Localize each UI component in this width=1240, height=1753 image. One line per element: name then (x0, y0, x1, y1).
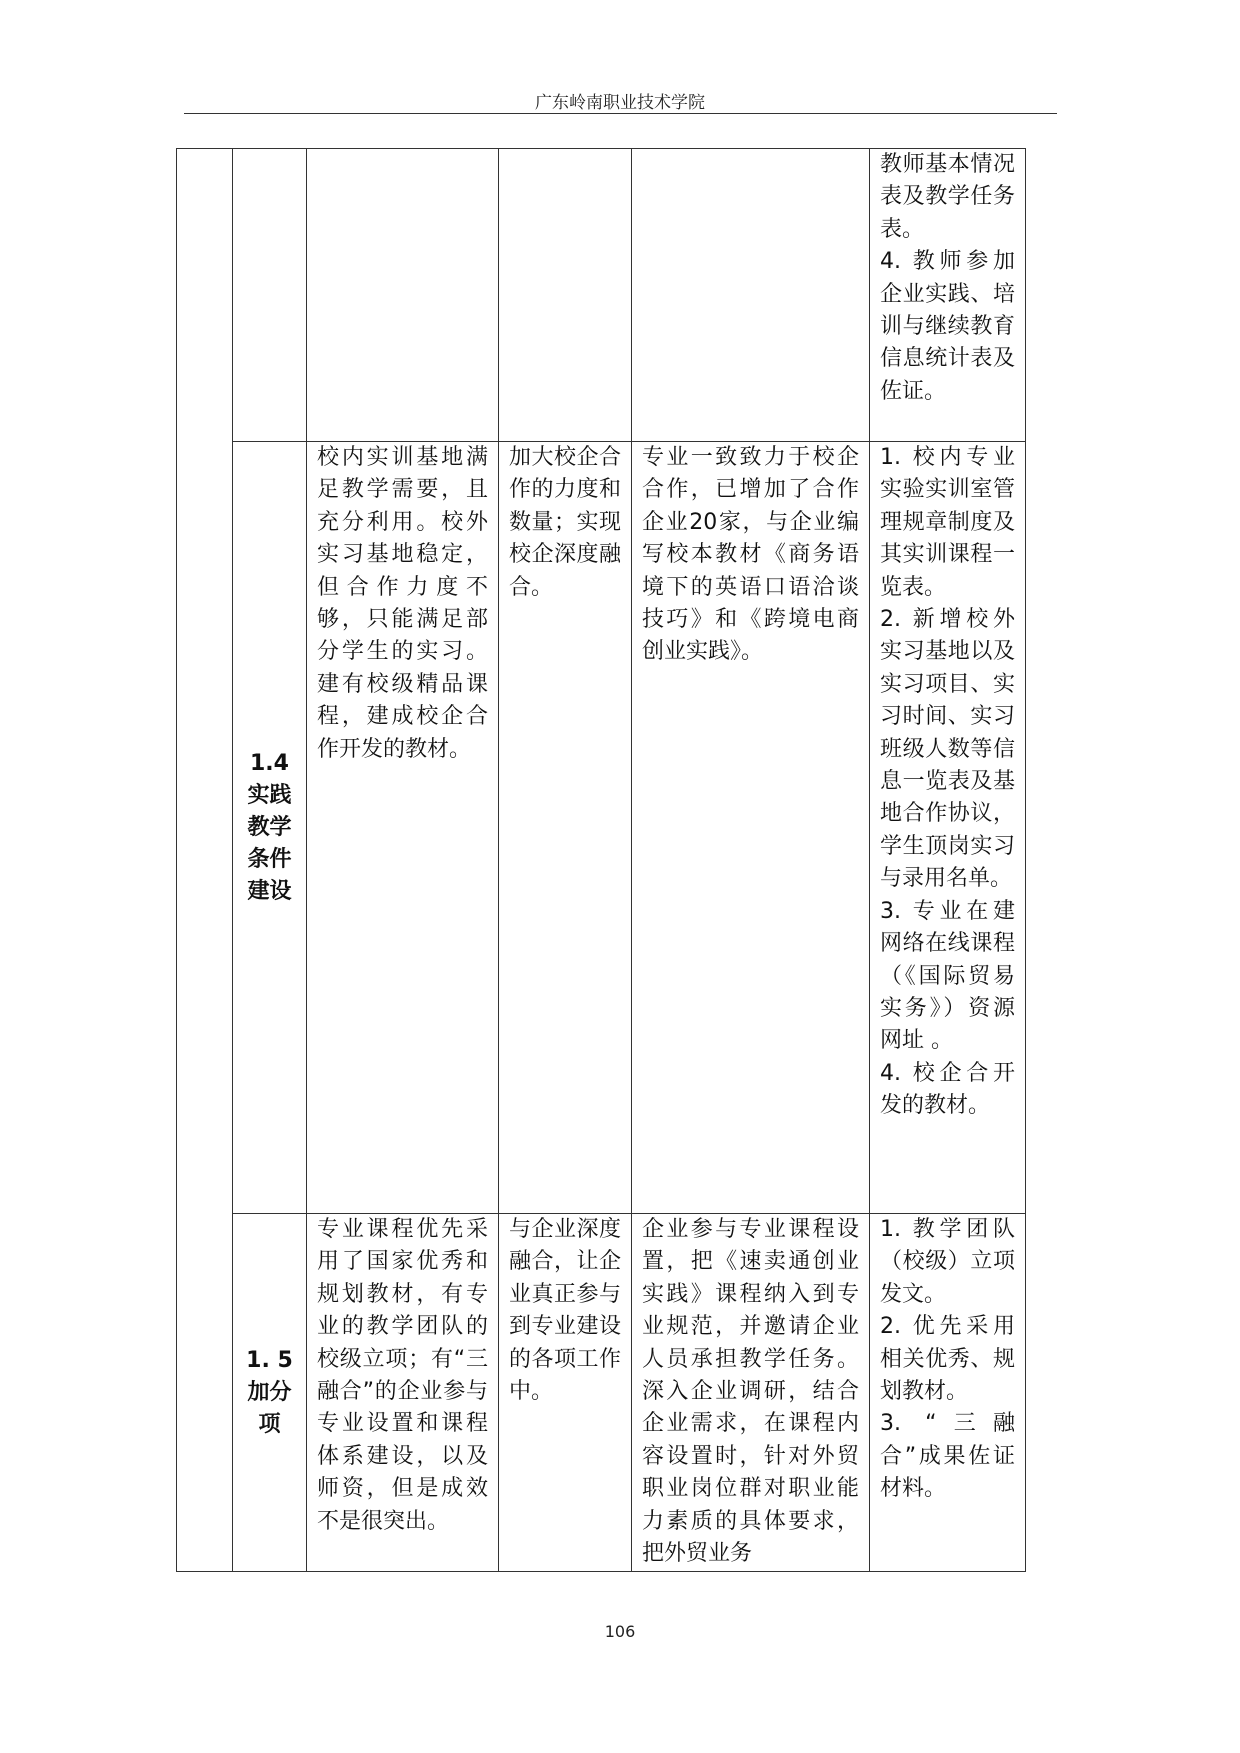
category-label: 1.4 实践 教学 条件 建设 (247, 750, 292, 904)
measures-cell (632, 149, 870, 442)
current-status-text: 校内实训基地满足教学需要，且充分利用。校外实习基地稳定，但合作力度不够，只能满足部分学生的实习。建有校级精品课程，建成校企合作开发的教材。 (317, 445, 488, 762)
category-cell (233, 1214, 307, 1572)
improvement-goal-cell (499, 149, 632, 442)
improvement-goal-cell (499, 1214, 632, 1572)
page-number: 106 (604, 1622, 636, 1641)
index-column-cell (177, 149, 233, 1572)
measures-text: 企业参与专业课程设置，把《速卖通创业实践》课程纳入到专业规范，并邀请企业人员承担教学任务。深入企业调研，结合企业需求，在课程内容设置时，针对外贸职业岗位群对职业能力素质的具体要求，把外贸业务 (642, 1217, 859, 1567)
improvement-goal-text: 与企业深度融合，让企业真正参与到专业建设的各项工作中。 (509, 1217, 621, 1405)
table-row (177, 442, 1026, 1214)
current-status-cell (307, 442, 499, 1214)
table-row (177, 1214, 1026, 1572)
current-status-cell (307, 1214, 499, 1572)
current-status-text: 专业课程优先采用了国家优秀和规划教材，有专业的教学团队的校级立项；有“三融合”的企业参与专业设置和课程体系建设，以及师资，但是成效不是很突出。 (317, 1217, 488, 1534)
improvement-goal-text: 加大校企合作的力度和数量；实现校企深度融合。 (509, 445, 621, 600)
evidence-cell (870, 442, 1026, 1214)
page-header-title: 广东岭南职业技术学院 (535, 93, 705, 113)
category-label: 1. 5 加分 项 (246, 1347, 293, 1437)
table-row (177, 149, 1026, 442)
evidence-text: 1. 校内专业实验实训室管理规章制度及其实训课程一览表。 2. 新增校外实习基地以及实习项目、实习时间、实习班级人数等信息一览表及基地合作协议，学生顶岗实习与录用名单。 3. 专业在建网络在线课程（《国际贸易实务》）资源网址 。 4. 校企合开发的教材。 (880, 445, 1015, 1119)
evidence-cell (870, 149, 1026, 442)
measures-text: 专业一致致力于校企合作，已增加了合作企业20家，与企业编写校本教材《商务语境下的英语口语洽谈技巧》和《跨境电商创业实践》。 (642, 445, 859, 665)
improvement-goal-cell (499, 442, 632, 1214)
measures-cell (632, 442, 870, 1214)
header-divider (184, 113, 1057, 114)
evaluation-table (176, 148, 1026, 1572)
category-cell (233, 149, 307, 442)
evidence-text: 教师基本情况表及教学任务表。 4. 教师参加企业实践、培训与继续教育信息统计表及佐证。 (880, 152, 1015, 404)
current-status-cell (307, 149, 499, 442)
measures-cell (632, 1214, 870, 1572)
category-cell (233, 442, 307, 1214)
evidence-cell (870, 1214, 1026, 1572)
evidence-text: 1. 教学团队（校级）立项发文。 2. 优先采用相关优秀、规划教材。 3. “三融合”成果佐证材料。 (880, 1217, 1015, 1502)
